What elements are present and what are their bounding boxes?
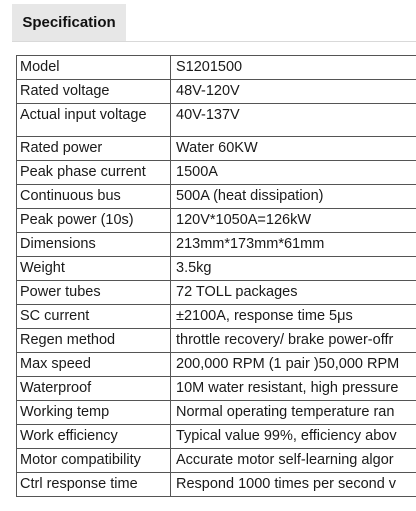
row-value: 72 TOLL packages <box>176 284 298 300</box>
row-value: ±2100A, response time 5μs <box>176 308 353 324</box>
table-row <box>17 209 416 233</box>
row-label: Weight <box>17 257 171 280</box>
row-label: Peak phase current <box>17 161 171 184</box>
row-value: 213mm*173mm*61mm <box>176 236 325 252</box>
specification-table <box>16 55 416 497</box>
row-value: 500A (heat dissipation) <box>176 188 324 204</box>
row-value: 3.5kg <box>176 260 212 276</box>
row-value: 40V-137V <box>176 107 240 123</box>
row-label: Waterproof <box>17 377 171 400</box>
table-row <box>17 233 416 257</box>
table-row <box>17 137 416 161</box>
table-row <box>17 281 416 305</box>
row-value: Typical value 99%, efficiency abov <box>176 428 397 444</box>
row-label: Work efficiency <box>17 425 171 448</box>
table-row <box>17 353 416 377</box>
table-row <box>17 425 416 449</box>
row-value: Accurate motor self-learning algor <box>176 452 394 468</box>
table-row <box>17 161 416 185</box>
table-row <box>17 305 416 329</box>
row-value: throttle recovery/ brake power-offr <box>176 332 394 348</box>
row-label: Motor compatibility <box>17 449 171 472</box>
table-row <box>17 401 416 425</box>
tab-bar <box>12 0 416 42</box>
row-label: Working temp <box>17 401 171 424</box>
row-label: Regen method <box>17 329 171 352</box>
row-label: Ctrl response time <box>17 473 171 496</box>
row-label: Rated voltage <box>17 80 171 103</box>
table-row <box>17 377 416 401</box>
row-label: Continuous bus <box>17 185 171 208</box>
row-label: Dimensions <box>17 233 171 256</box>
row-label: SC current <box>17 305 171 328</box>
row-value: 10M water resistant, high pressure <box>176 380 399 396</box>
table-row <box>17 449 416 473</box>
row-value: 200,000 RPM (1 pair )50,000 RPM <box>176 356 400 372</box>
row-value: Normal operating temperature ran <box>176 404 395 420</box>
table-row <box>17 257 416 281</box>
row-label: Rated power <box>17 137 171 160</box>
row-value: 120V*1050A=126kW <box>176 212 312 228</box>
table-row <box>17 104 416 137</box>
table-row <box>17 56 416 80</box>
row-value: S1201500 <box>176 59 243 75</box>
row-value: 48V-120V <box>176 83 240 99</box>
row-value: 1500A <box>176 164 218 180</box>
table-row <box>17 80 416 104</box>
row-value: Water 60KW <box>176 140 258 156</box>
table-row <box>17 329 416 353</box>
row-value: Respond 1000 times per second v <box>176 476 397 492</box>
row-label: Model <box>17 56 171 79</box>
row-label: Power tubes <box>17 281 171 304</box>
table-row <box>17 473 416 497</box>
row-label: Peak power (10s) <box>17 209 171 232</box>
row-label: Actual input voltage <box>17 104 171 136</box>
table-row <box>17 185 416 209</box>
tab-specification[interactable]: Specification <box>12 4 126 41</box>
row-label: Max speed <box>17 353 171 376</box>
